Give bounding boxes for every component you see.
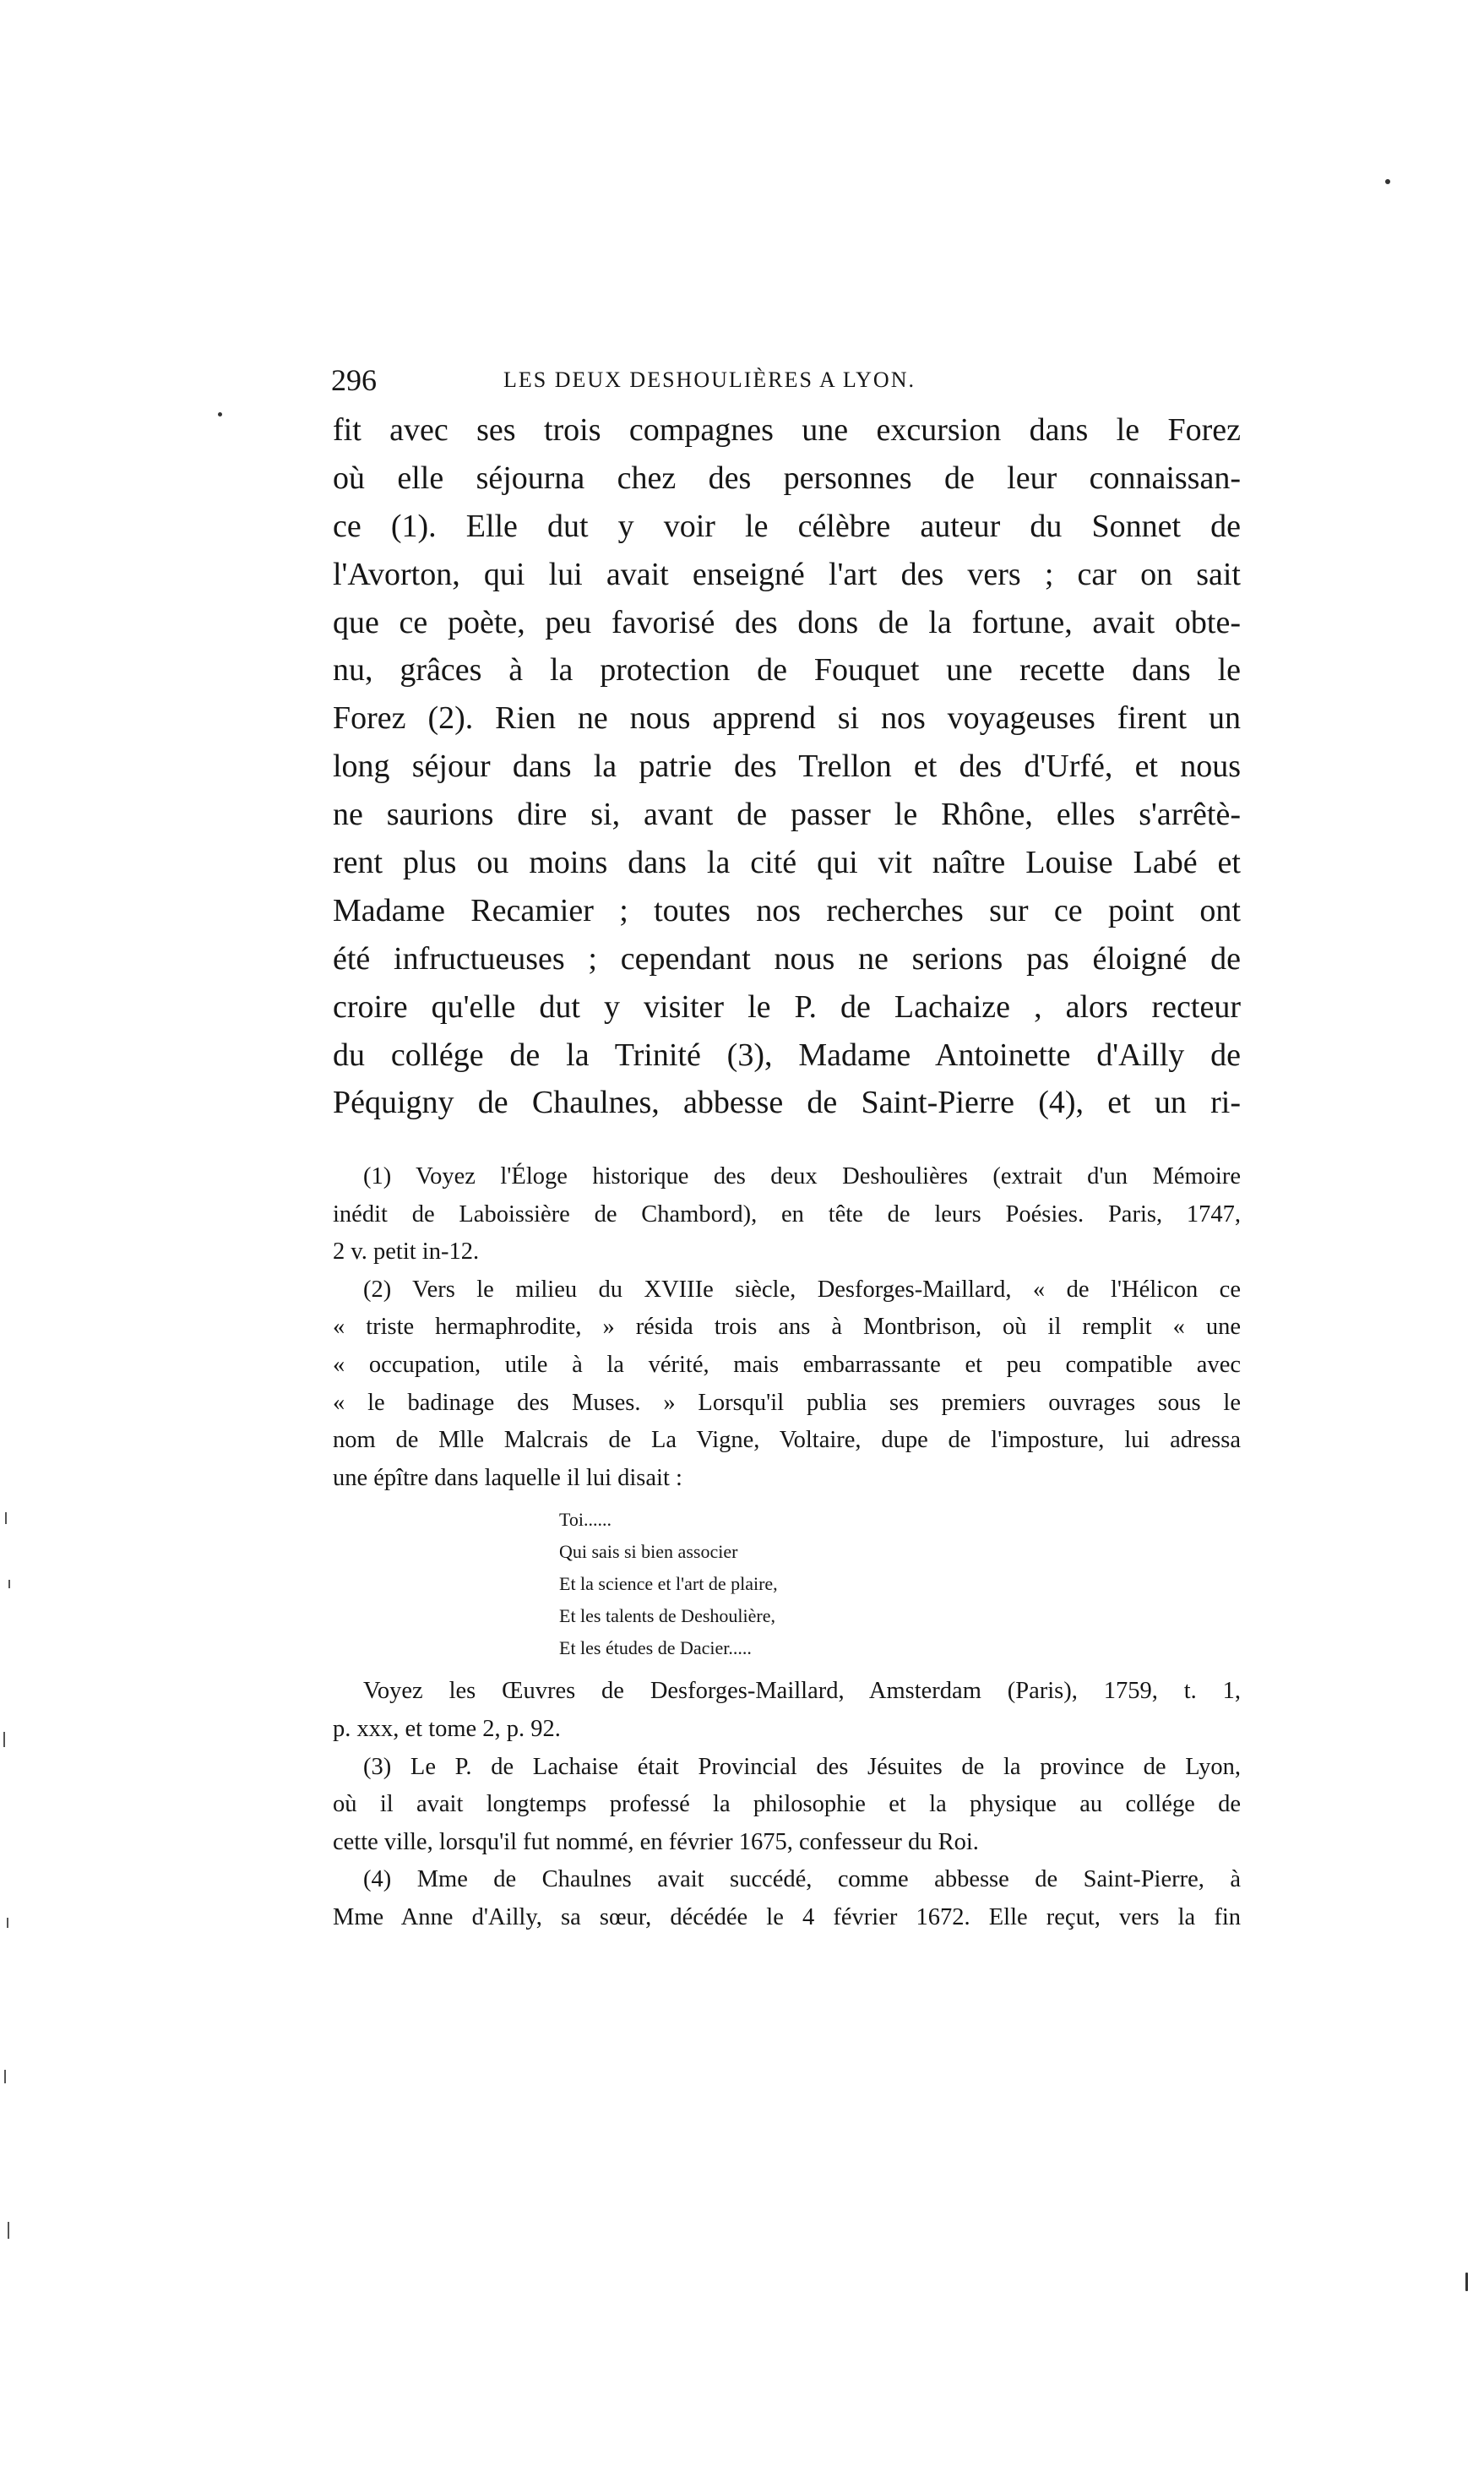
scan-mark <box>4 2070 6 2083</box>
footnote-3 <box>333 1749 1241 1862</box>
poem-line: Et les études de Dacier..... <box>559 1637 752 1659</box>
footnote-line: où il avait longtemps professé la philosophie et la physique au collége de <box>333 1791 1241 1818</box>
footnote-2 <box>333 1271 1241 1749</box>
scan-edge-marks <box>0 1478 15 2323</box>
footnote-4 <box>333 1861 1241 1936</box>
footnote-line: une épître dans laquelle il lui disait : <box>333 1464 682 1491</box>
footnote-line: « le badinage des Muses. » Lorsqu'il publia ses premiers ouvrages sous le <box>333 1389 1241 1416</box>
scan-mark <box>3 1732 5 1747</box>
poem-line: Toi...... <box>559 1509 612 1531</box>
running-title: LES DEUX DESHOULIÈRES A LYON. <box>503 367 916 392</box>
footnote-line: (2) Vers le milieu du XVIIIe siècle, Desforges-Maillard, « de l'Hélicon ce <box>363 1276 1241 1303</box>
footnote-line: 2 v. petit in-12. <box>333 1238 480 1266</box>
footnote-line: Voyez les Œuvres de Desforges-Maillard, Amsterdam (Paris), 1759, t. 1, <box>363 1678 1241 1705</box>
page-header <box>331 359 1037 401</box>
footnote-1 <box>333 1158 1241 1271</box>
quoted-poem <box>333 1504 1241 1664</box>
page-number: 296 <box>331 363 377 397</box>
text-line: croire qu'elle dut y visiter le P. de Lachaize , alors recteur <box>333 988 1241 1025</box>
footnote-line: « triste hermaphrodite, » résida trois ans à Montbrison, où il remplit « une <box>333 1314 1241 1341</box>
scan-speck <box>218 412 222 416</box>
text-line: rent plus ou moins dans la cité qui vit naître Louise Labé et <box>333 845 1241 881</box>
text-line: Forez (2). Rien ne nous apprend si nos voyageuses firent un <box>333 700 1241 737</box>
poem-line: Qui sais si bien associer <box>559 1541 738 1563</box>
scan-mark <box>5 1512 7 1524</box>
text-line: Madame Recamier ; toutes nos recherches sur ce point ont <box>333 892 1241 928</box>
poem-line: Et les talents de Deshoulière, <box>559 1605 775 1627</box>
text-line: long séjour dans la patrie des Trellon et des d'Urfé, et nous <box>333 749 1241 785</box>
text-line: nu, grâces à la protection de Fouquet une recette dans le <box>333 652 1241 689</box>
footnote-line: p. xxx, et tome 2, p. 92. <box>333 1715 561 1742</box>
footnote-line: cette ville, lorsqu'il fut nommé, en février 1675, confesseur du Roi. <box>333 1828 979 1855</box>
poem-line: Et la science et l'art de plaire, <box>559 1573 778 1595</box>
text-line: fit avec ses trois compagnes une excursion dans le Forez <box>333 412 1241 448</box>
footnote-line: (4) Mme de Chaulnes avait succédé, comme abbesse de Saint-Pierre, à <box>363 1866 1241 1893</box>
footnote-line: Mme Anne d'Ailly, sa sœur, décédée le 4 février 1672. Elle reçut, vers la fin <box>333 1903 1241 1930</box>
text-line: ne saurions dire si, avant de passer le Rhône, elles s'arrêtè- <box>333 797 1241 833</box>
main-text <box>333 406 1241 1127</box>
text-line: ce (1). Elle dut y voir le célèbre auteur du Sonnet de <box>333 508 1241 544</box>
scan-mark <box>8 2222 9 2239</box>
text-line: où elle séjourna chez des personnes de leur connaissan- <box>333 460 1241 496</box>
footnotes <box>333 1158 1241 1937</box>
text-line: Péquigny de Chaulnes, abbesse de Saint-Pierre (4), et un ri- <box>333 1085 1241 1121</box>
footnote-line: (3) Le P. de Lachaise était Provincial des Jésuites de la province de Lyon, <box>363 1753 1241 1780</box>
text-line: que ce poète, peu favorisé des dons de la fortune, avait obte- <box>333 604 1241 640</box>
scan-speck <box>1465 2273 1468 2291</box>
footnote-line: (1) Voyez l'Éloge historique des deux Deshoulières (extrait d'un Mémoire <box>363 1163 1241 1190</box>
footnote-line: nom de Mlle Malcrais de La Vigne, Voltaire, dupe de l'imposture, lui adressa <box>333 1427 1241 1454</box>
text-line: du collége de la Trinité (3), Madame Antoinette d'Ailly de <box>333 1037 1241 1073</box>
scan-mark <box>7 1918 8 1928</box>
scan-mark <box>8 1580 10 1588</box>
footnote-line: inédit de Laboissière de Chambord), en tête de leurs Poésies. Paris, 1747, <box>333 1200 1241 1228</box>
text-line: l'Avorton, qui lui avait enseigné l'art des vers ; car on sait <box>333 556 1241 592</box>
footnote-line: « occupation, utile à la vérité, mais embarrassante et peu compatible avec <box>333 1351 1241 1378</box>
scan-speck <box>1385 179 1390 184</box>
text-line: été infructueuses ; cependant nous ne serions pas éloigné de <box>333 940 1241 977</box>
